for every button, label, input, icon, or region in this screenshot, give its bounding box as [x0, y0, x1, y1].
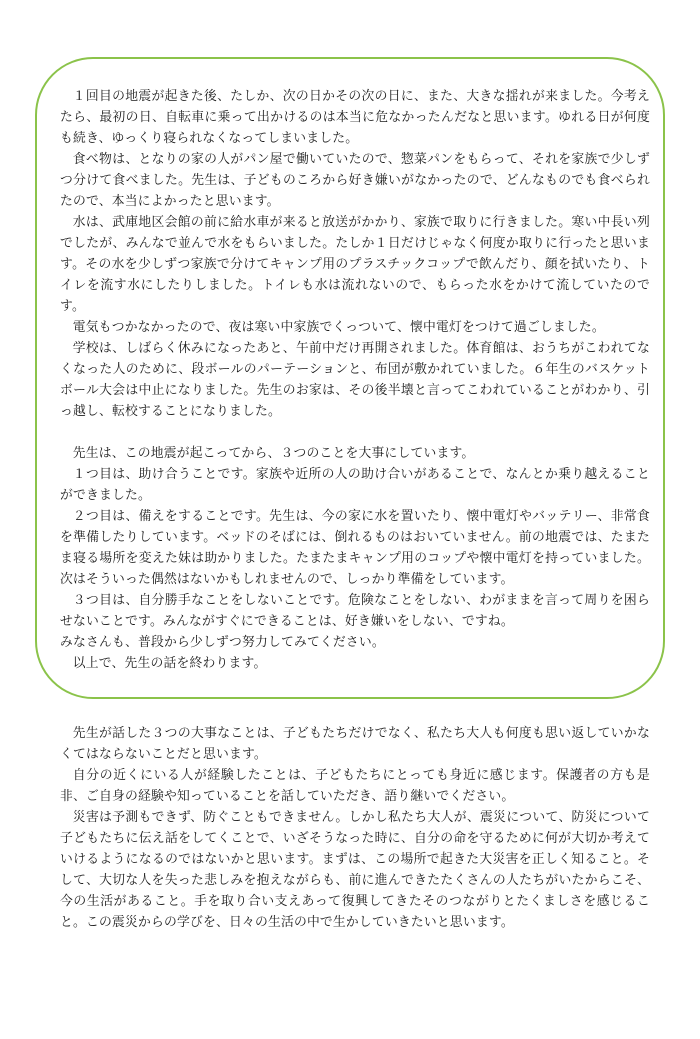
teacher-story [60, 86, 650, 674]
story-paragraph: １つ目は、助け合うことです。家族や近所の人の助け合いがあることで、なんとか乗り越えることができました。 [60, 467, 650, 503]
story-paragraph: 水は、武庫地区会館の前に給水車が来ると放送がかかり、家族で取りに行きました。寒い中長い列でしたが、みんなで並んで水をもらいました。たしか１日だけじゃなく何度か取りに行ったと思います。その水を少しずつ家族で分けてキャンプ用のプラスチックコップで飲んだり、顔を拭いたり、トイレを流す水にしたりしました。トイレも水は流れないので、もらった水をかけて流していたのです。 [60, 215, 650, 314]
commentary-paragraph: 先生が話した３つの大事なことは、子どもたちだけでなく、私たち大人も何度も思い返していかなくてはならないことだと思います。 [60, 726, 650, 762]
story-paragraph: 電気もつかなかったので、夜は寒い中家族でくっついて、懐中電灯をつけて過ごしました。 [72, 320, 605, 335]
story-paragraph: １回目の地震が起きた後、たしか、次の日かその次の日に、また、大きな揺れが来ました。今考えたら、最初の日、自転車に乗って出かけるのは本当に危なかったんだなと思います。ゆれる日が何度も続き、ゆっくり寝られなくなってしまいました。 [60, 89, 650, 146]
story-paragraph: 先生は、この地震が起こってから、３つのことを大事にしています。 [72, 446, 475, 461]
story-paragraph: ３つ目は、自分勝手なことをしないことです。危険なことをしない、わがままを言って周りを困らせないことです。みんながすぐにできることは、好き嫌いをしない、ですね。 [60, 593, 650, 629]
commentary-paragraph: 自分の近くにいる人が経験したことは、子どもたちにとっても身近に感じます。保護者の方も是非、ご自身の経験や知っていることを話していただき、語り継いでください。 [60, 768, 650, 804]
story-paragraph: ２つ目は、備えをすることです。先生は、今の家に水を置いたり、懐中電灯やバッテリー、非常食を準備したりしています。ベッドのそばには、倒れるものはおいていません。前の地震では、たまたま寝る場所を変えた妹は助かりました。たまたまキャンプ用のコップや懐中電灯を持っていました。次はそういった偶然はないかもしれませんので、しっかり準備をしています。 [60, 509, 650, 587]
paragraph-spacer [60, 422, 650, 443]
commentary-section [60, 723, 650, 933]
story-paragraph: みなさんも、普段から少しずつ努力してみてください。 [60, 635, 385, 650]
story-paragraph: 以上で、先生の話を終わります。 [72, 656, 267, 671]
story-paragraph: 食べ物は、となりの家の人がパン屋で働いていたので、惣菜パンをもらって、それを家族で少しずつ分けて食べました。先生は、子どものころから好き嫌いがなかったので、どんなものでも食べられたので、本当によかったと思います。 [60, 152, 650, 209]
story-paragraph: 学校は、しばらく休みになったあと、午前中だけ再開されました。体育館は、おうちがこわれてなくなった人のために、段ボールのパーテーションと、布団が敷かれていました。６年生のバスケットボール大会は中止になりました。先生のお家は、その後半壊と言ってこわれていることがわかり、引っ越し、転校することになりました。 [60, 341, 650, 419]
commentary-paragraph: 災害は予測もできず、防ぐこともできません。しかし私たち大人が、震災について、防災について子どもたちに伝え話をしてくことで、いざそうなった時に、自分の命を守るために何が大切か考えていけるようになるのではないかと思います。まずは、この場所で起きた大災害を正しく知ること。そして、大切な人を失った悲しみを抱えながらも、前に進んできたたくさんの人たちがいたからこそ、今の生活があること。手を取り合い支えあって復興してきたそのつながりとたくましさを感じること。この震災からの学びを、日々の生活の中で生かしていきたいと思います。 [60, 810, 650, 930]
